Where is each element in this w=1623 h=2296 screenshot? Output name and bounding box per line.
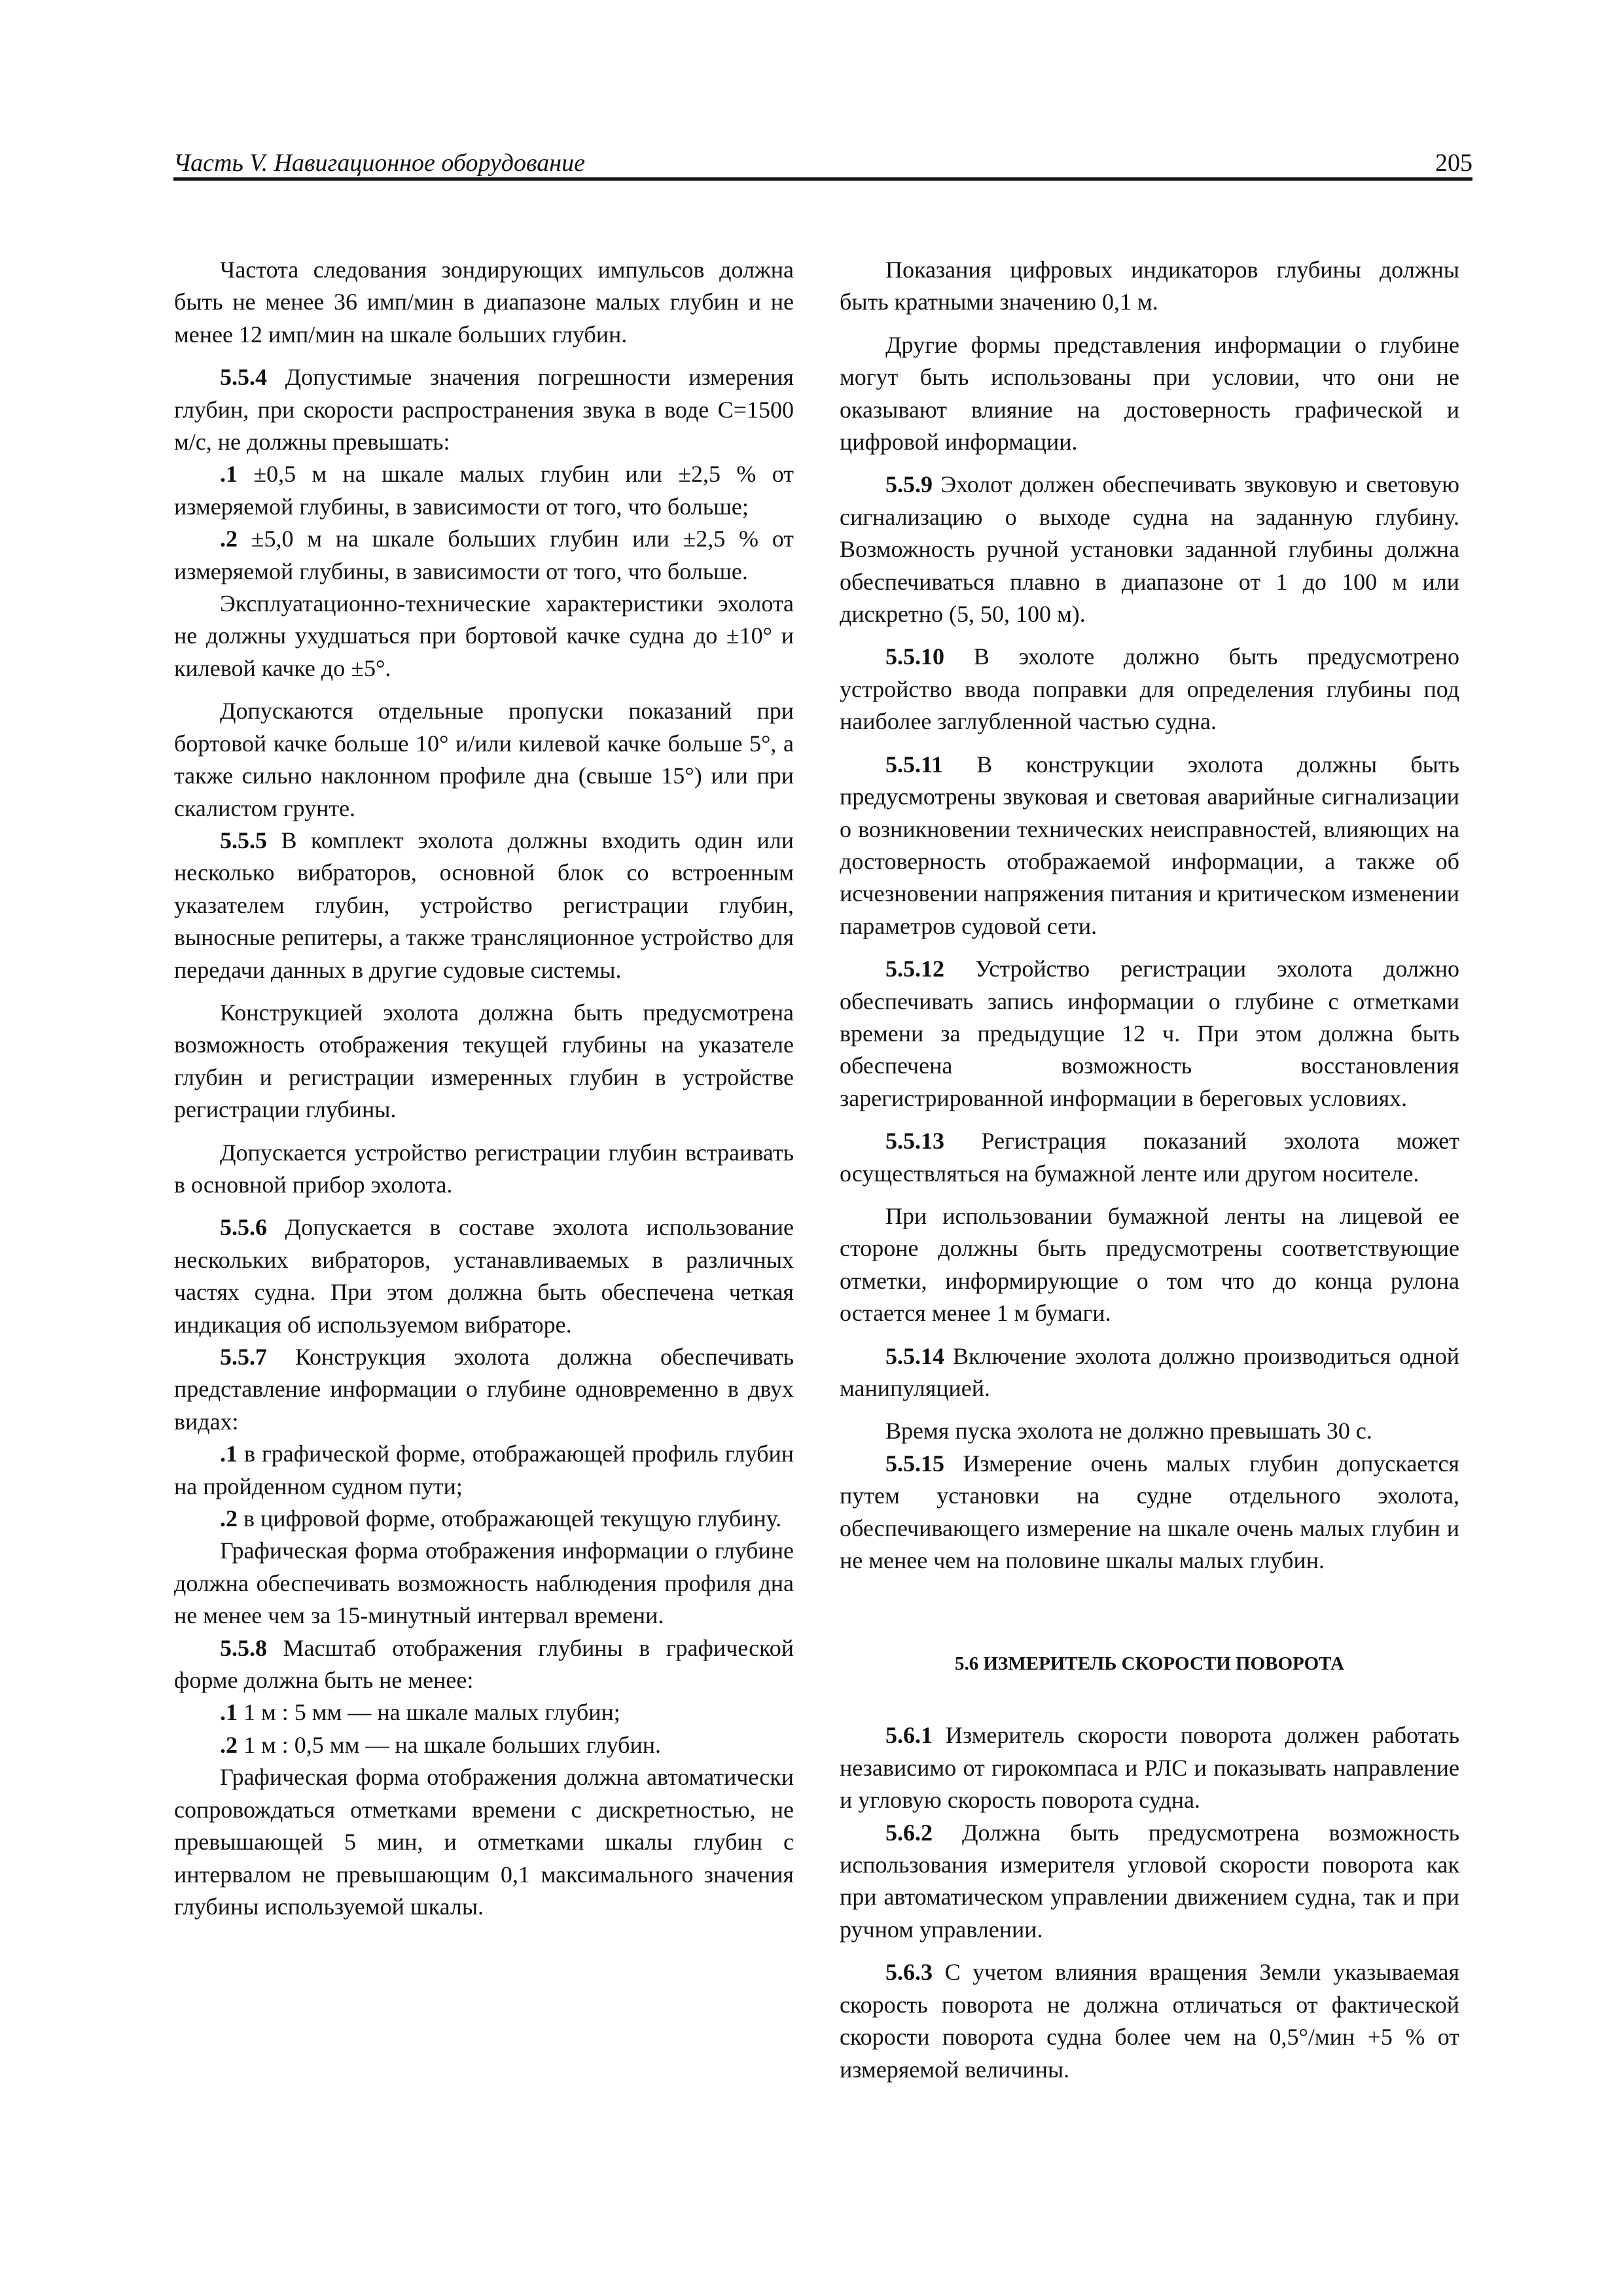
paragraph-text: Устройство регистрации эхолота должно обеспечивать запись информации о глубине с отметками времени за предыдущие 12 ч. При этом должна быть обеспечена возможность восстановления зарегистрированной информации в береговых условиях. — [840, 956, 1459, 1111]
paragraph — [840, 469, 1459, 630]
paragraph-text: ±0,5 м на шкале малых глубин или ±2,5 % от измеряемой глубины, в зависимости от того, что больше; — [174, 461, 794, 520]
paragraph — [840, 1719, 1459, 1816]
paragraph — [840, 1125, 1459, 1190]
paragraph — [840, 1200, 1459, 1330]
paragraph — [174, 1503, 794, 1535]
paragraph-text: Конструкцией эхолота должна быть предусмотрена возможность отображения текущей глубины на указателе глубин и регистрации измеренных глубин в устройстве регистрации глубины. — [174, 999, 794, 1123]
paragraph-text: Должна быть предусмотрена возможность использования измерителя угловой скорости поворота как при автоматическом управлении движением судна, так и при ручном управлении. — [840, 1819, 1459, 1943]
paragraph — [174, 1211, 794, 1341]
clause-number: 5.5.10 — [885, 643, 944, 670]
paragraph-text: В комплект эхолота должны входить один или несколько вибраторов, основной блок со встроенным указателем глубин, устройство регистрации глубин, выносные репитеры, а также трансляционное устройство для передачи данных в другие судовые системы. — [174, 827, 794, 983]
clause-number: .2 — [220, 1731, 238, 1758]
clause-number: 5.5.5 — [220, 827, 267, 853]
paragraph-text: Допускается устройство регистрации глубин встраивать в основной прибор эхолота. — [174, 1139, 794, 1198]
paragraph-text: Время пуска эхолота не должно превышать 30 с. — [885, 1418, 1372, 1444]
paragraph — [174, 1632, 794, 1697]
paragraph — [174, 254, 794, 351]
paragraph-text: Эксплуатационно-технические характеристики эхолота не должны ухудшаться при бортовой качке судна до ±10° и килевой качке до ±5°. — [174, 590, 794, 681]
paragraph-text: Регистрация показаний эхолота может осуществляться на бумажной ленте или другом носителе. — [840, 1128, 1459, 1187]
clause-number: 5.5.7 — [220, 1344, 267, 1370]
paragraph-text: Масштаб отображения глубины в графической форме должна быть не менее: — [174, 1634, 794, 1694]
paragraph — [840, 329, 1459, 459]
paragraph-text: При использовании бумажной ленты на лицевой ее стороне должны быть предусмотрены соответствующие отметки, информирующие о том что до конца рулона остается менее 1 м бумаги. — [840, 1202, 1459, 1327]
clause-number: 5.5.4 — [220, 364, 267, 391]
clause-number: 5.5.12 — [885, 956, 944, 982]
header-rule — [173, 177, 1472, 181]
paragraph — [174, 1729, 794, 1761]
running-title: Часть V. Навигационное оборудование — [173, 149, 585, 177]
paragraph — [174, 1696, 794, 1729]
clause-number: .1 — [220, 1699, 238, 1726]
clause-number: 5.5.11 — [885, 751, 944, 778]
paragraph — [174, 825, 794, 986]
paragraph — [174, 1137, 794, 1202]
paragraph-text: 1 м : 0,5 мм — на шкале больших глубин. — [238, 1731, 661, 1758]
paragraph-text: ±5,0 м на шкале больших глубин или ±2,5 % от измеряемой глубины, в зависимости от того, что больше. — [174, 526, 794, 584]
paragraph-text: Показания цифровых индикаторов глубины должны быть кратными значению 0,1 м. — [840, 257, 1459, 315]
clause-number: .1 — [220, 461, 238, 488]
paragraph-text: Конструкция эхолота должна обеспечивать представление информации о глубине одновременно в двух видах: — [174, 1344, 794, 1435]
paragraph — [174, 997, 794, 1126]
paragraph — [840, 1817, 1459, 1946]
paragraph — [840, 953, 1459, 1115]
section-heading: 5.6 ИЗМЕРИТЕЛЬ СКОРОСТИ ПОВОРОТА — [955, 1653, 1344, 1675]
clause-number: 5.5.15 — [885, 1450, 944, 1477]
paragraph-text: Включение эхолота должно производиться одной манипуляцией. — [840, 1342, 1459, 1401]
paragraph — [174, 361, 794, 458]
paragraph — [840, 1340, 1459, 1405]
paragraph — [174, 588, 794, 685]
paragraph-text: Допускаются отдельные пропуски показаний при бортовой качке больше 10° и/или килевой качке больше 5°, а также сильно наклонном профиле дна (свыше 15°) или при скалистом грунте. — [174, 698, 794, 821]
paragraph — [174, 1535, 794, 1632]
clause-number: 5.5.9 — [885, 471, 933, 498]
paragraph-text: С учетом влияния вращения Земли указываемая скорость поворота не должна отличаться от фактической скорости поворота судна более чем на 0,5°/мин +5 % от измеряемой величины. — [840, 1959, 1459, 2083]
paragraph-text: в цифровой форме, отображающей текущую глубину. — [238, 1505, 782, 1532]
paragraph-text: В конструкции эхолота должны быть предусмотрены звуковая и световая аварийные сигнализации о возникновении технических неисправностей, влияющих на достоверность отображаемой информации, а также об исчезновении напряжения питания и критическом изменении параметров судовой сети. — [840, 751, 1459, 939]
clause-number: .2 — [220, 526, 238, 552]
clause-number: .2 — [220, 1505, 238, 1532]
clause-number: 5.6.3 — [885, 1959, 933, 1986]
clause-number: 5.5.13 — [885, 1128, 944, 1155]
paragraph-text: Графическая форма отображения должна автоматически сопровождаться отметками времени с дискретностью, не превышающей 5 мин, и отметками шкалы глубин с интервалом не превышающим 0,1 максимального значения глубины используемой шкалы. — [174, 1764, 794, 1920]
paragraph — [840, 1448, 1459, 1577]
paragraph — [174, 695, 794, 825]
paragraph — [174, 1341, 794, 1438]
left-column — [174, 254, 794, 1923]
paragraph-text: Допускается в составе эхолота использование нескольких вибраторов, устанавливаемых в различных частях судна. При этом должна быть обеспечена четкая индикация об используемом вибраторе. — [174, 1214, 794, 1338]
paragraph-text: Графическая форма отображения информации о глубине должна обеспечивать возможность наблюдения профиля дна не менее чем за 15-минутный интервал времени. — [174, 1537, 794, 1629]
paragraph-text: в графической форме, отображающей профиль глубин на пройденном судном пути; — [174, 1441, 794, 1499]
paragraph-text: Измеритель скорости поворота должен работать независимо от гирокомпаса и РЛС и показывать направление и угловую скорость поворота судна. — [840, 1722, 1459, 1814]
clause-number: 5.6.2 — [885, 1819, 933, 1846]
paragraph-text: Допустимые значения погрешности измерения глубин, при скорости распространения звука в воде C=1500 м/с, не должны превышать: — [174, 364, 794, 456]
clause-number: 5.6.1 — [885, 1722, 933, 1749]
clause-number: .1 — [220, 1441, 238, 1467]
paragraph — [840, 254, 1459, 319]
paragraph — [840, 641, 1459, 738]
paragraph-text: Другие формы представления информации о глубине могут быть использованы при условии, что они не оказывают влияние на достоверность графической и цифровой информации. — [840, 331, 1459, 456]
paragraph — [840, 749, 1459, 942]
paragraph-text: 1 м : 5 мм — на шкале малых глубин; — [238, 1699, 620, 1726]
page-number: 205 — [1435, 149, 1472, 177]
paragraph-text: Частота следования зондирующих импульсов должна быть не менее 36 имп/мин в диапазоне малых глубин и не менее 12 имп/мин на шкале больших глубин. — [174, 257, 794, 348]
paragraph — [174, 1761, 794, 1923]
paragraph — [840, 1956, 1459, 2086]
clause-number: 5.5.6 — [220, 1214, 267, 1241]
paragraph-text: В эхолоте должно быть предусмотрено устройство ввода поправки для определения глубины под наиболее заглубленной частью судна. — [840, 643, 1459, 735]
paragraph-text: Эхолот должен обеспечивать звуковую и световую сигнализацию о выходе судна на заданную глубину. Возможность ручной установки заданной глубины должна обеспечиваться плавно в диапазоне от 1 до 100 м или дискретно (5, 50, 100 м). — [840, 471, 1459, 628]
paragraph — [174, 523, 794, 588]
right-column — [840, 254, 1459, 2086]
paragraph — [174, 1438, 794, 1503]
paragraph — [840, 1415, 1459, 1447]
clause-number: 5.5.14 — [885, 1342, 944, 1369]
paragraph — [174, 458, 794, 523]
clause-number: 5.5.8 — [220, 1634, 267, 1661]
paragraph-text: Измерение очень малых глубин допускается путем установки на судне отдельного эхолота, обеспечивающего измерение на шкале очень малых глубин и не менее чем на половине шкалы малых глубин. — [840, 1450, 1459, 1574]
